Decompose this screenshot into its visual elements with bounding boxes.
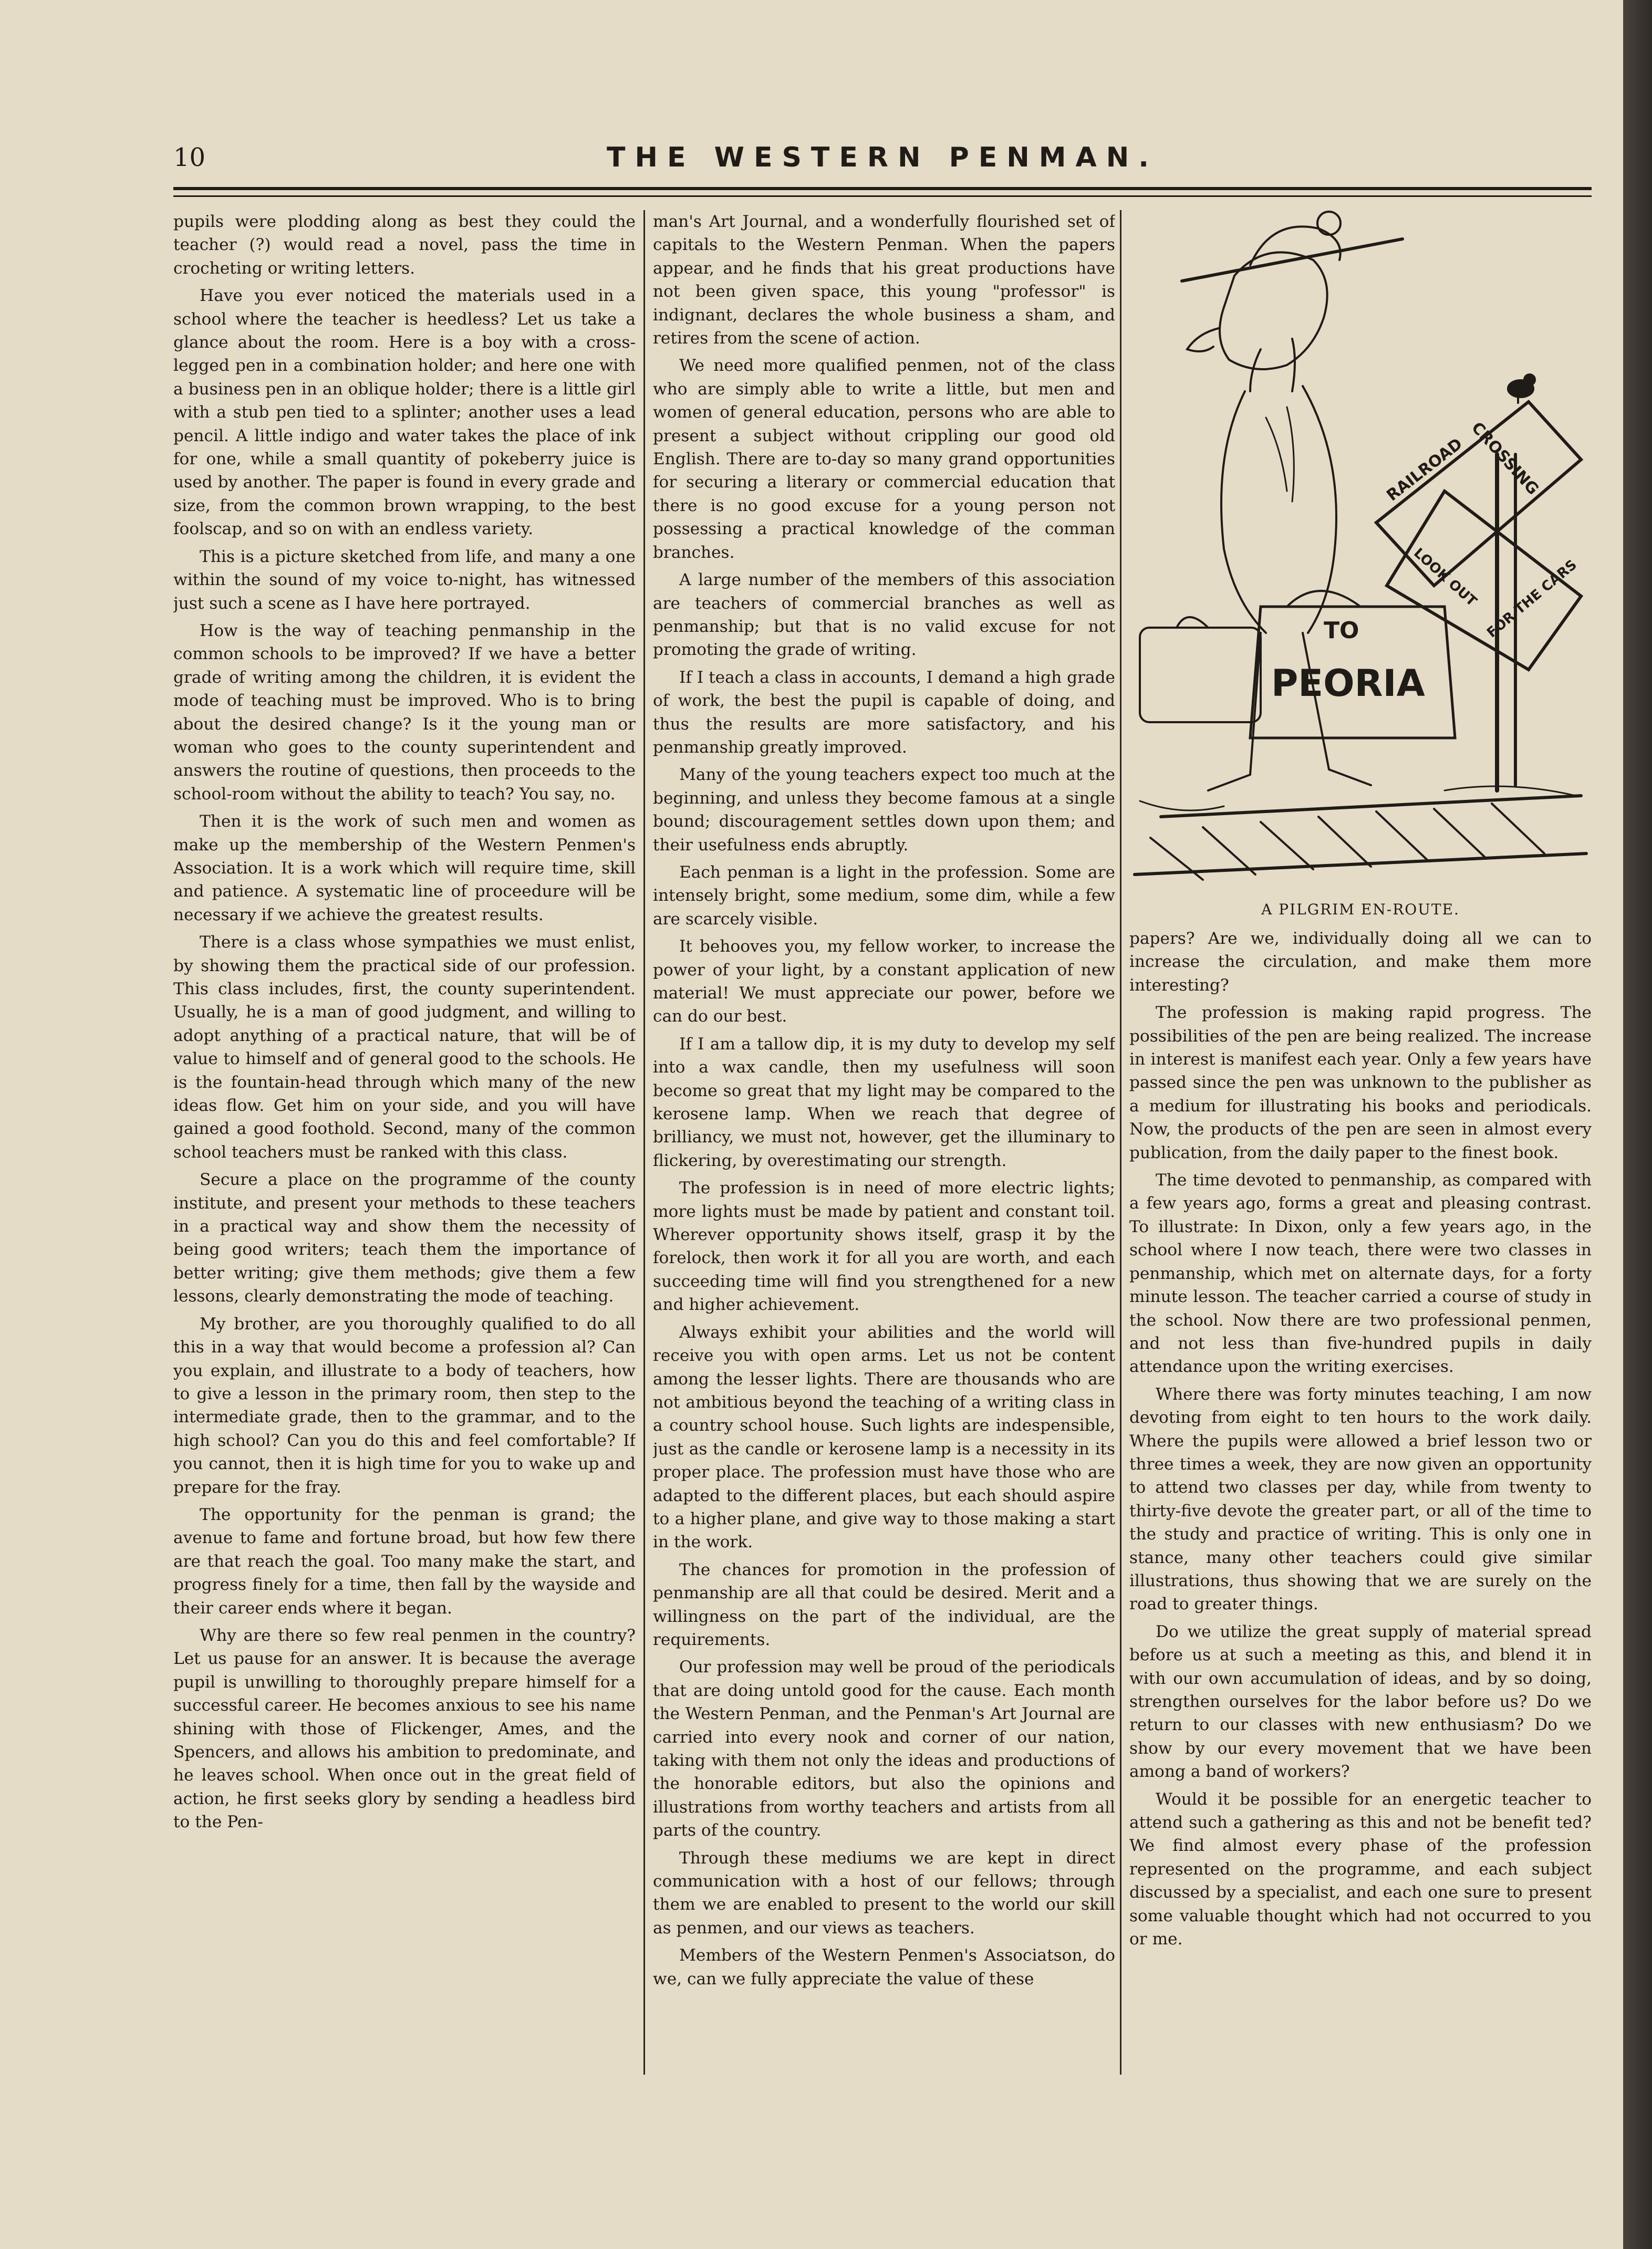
paragraph: Have you ever noticed the materials used in a school where the teacher is heedless? Let us take a glance about the room. Here is a boy with a cross-legged pen in a combination holder; and here one with a business pen in an oblique holder; there is a little girl with a stub pen tied to a splinter; another uses a lead pencil. A little indigo and water takes the place of ink for one, while a small quantity of pokeberry juice is used by another. The paper is found in every grade and size, from the common brown wrapping, to the best foolscap, and so on with an endless variety. (173, 286, 636, 539)
paragraph: The opportunity for the penman is grand; the avenue to fame and fortune broad, but how few there are that reach the goal. Too many make the start, and progress finely for a time, then fall by the wayside and their career ends where it began. (173, 1505, 636, 1618)
paragraph: The profession is making rapid progress. The possibilities of the pen are being realized. The increase in interest is manifest each year. Only a few years have passed since the pen was unknown to the publisher as a medium for illustrating his books and periodicals. Now, the products of the pen are seen in almost every publication, from the daily paper to the finest book. (1129, 1003, 1592, 1162)
paragraph: man's Art Journal, and a wonderfully flourished set of capitals to the Western Penman. When the papers appear, and he finds that his great productions have not been given space, this young "professor" is indignant, declares the whole business a sham, and retires from the scene of action. (653, 212, 1115, 348)
column-rule (643, 210, 645, 2075)
paragraph: Our profession may well be proud of the periodicals that are doing untold good for the cause. Each month the Western Penman, and the Penman's Art Journal are carried into every nook and corner of our nation, taking with them not only the ideas and productions of the honorable editors, but also the opinions and illustrations from worthy teachers and artists from all parts of the country. (653, 1658, 1115, 1840)
bag-label-to: TO (1324, 617, 1359, 644)
text-column-1 (173, 210, 636, 2085)
paragraph: If I am a tallow dip, it is my duty to develop my self into a wax candle, then my usefulness will soon become so great that my light may be compared to the kerosene lamp. When we reach that degree of brilliancy, we must not, however, get the illuminary to flickering, by overestimating our strength. (653, 1034, 1115, 1170)
paragraph: This is a picture sketched from life, and many a one within the sound of my voice to-night, has witnessed just such a scene as I have here portrayed. (173, 547, 636, 613)
paragraph: If I teach a class in accounts, I demand a high grade of work, the best the pupil is capable of doing, and thus the results are more satisfactory, and his penmanship greatly improved. (653, 668, 1115, 757)
paragraph: Where there was forty minutes teaching, I am now devoting from eight to ten hours to the work daily. Where the pupils were allowed a brief lesson two or three times a week, they are now given an opportunity to attend two classes per day, while from twenty to thirty-five devote the greater part, or all of the time to the study and practice of writing. This is only one in stance, many other teachers could give similar illustrations, thus showing that we are surely on the road to greater things. (1129, 1384, 1592, 1614)
sign-word-look-out: LOOK OUT (1410, 545, 1480, 610)
text-column-2 (653, 210, 1115, 2085)
paragraph: Do we utilize the great supply of material spread before us at such a meeting as this, and blend it in with our own accumulation of ideas, and by so doing, strengthen ourselves for the labor before us? Do we return to our classes with new enthusiasm? Do we show by our every movement that we have been among a band of workers? (1129, 1622, 1592, 1782)
paragraph: How is the way of teaching penmanship in the common schools to be improved? If we have a better grade of writing among the children, it is evident the mode of teaching must be improved. Who is to bring about the desired change? Is it the young man or woman who goes to the county superintendent and answers the routine of questions, then proceeds to the school-room without the ability to teach? You say, no. (173, 621, 636, 804)
paragraph: The time devoted to penmanship, as compared with a few years ago, forms a great and pleasing contrast. To illustrate: In Dixon, only a few years ago, in the school where I now teach, there were two classes in penmanship, which met on alternate days, for a forty minute lesson. The teacher carried a course of study in the school. Now there are two professional penmen, and not less than five-hundred pupils in daily attendance upon the writing exercises. (1129, 1171, 1592, 1377)
sign-word-for-the-cars: FOR THE CARS (1484, 557, 1580, 641)
text-column-3 (1129, 927, 1592, 2085)
paragraph: It behooves you, my fellow worker, to increase the power of your light, by a constant application of new material! We must appreciate our power, before we can do our best. (653, 937, 1115, 1026)
page-header (173, 142, 1592, 173)
pilgrim-cartoon-illustration (1129, 207, 1592, 893)
page-edge (1623, 0, 1652, 2249)
paragraph: Always exhibit your abilities and the world will receive you with open arms. Let us not be content among the lesser lights. There are thousands who are not ambitious beyond the teaching of a writing class in a country school house. Such lights are indespensible, just as the candle or kerosene lamp is a necessity in its proper place. The profession must have those who are adapted to the different places, but each should aspire to a higher plane, and give way to those making a start in the work. (653, 1323, 1115, 1552)
paragraph: Each penman is a light in the profession. Some are intensely bright, some medium, some dim, while a few are scarcely visible. (653, 862, 1115, 929)
paragraph: Many of the young teachers expect too much at the beginning, and unless they become famous at a single bound; discouragement settles down upon them; and their usefulness ends abruptly. (653, 765, 1115, 855)
paragraph: Through these mediums we are kept in direct communication with a host of our fellows; through them we are enabled to present to the world our skill as penmen, and our views as teachers. (653, 1848, 1115, 1938)
paragraph: Why are there so few real penmen in the country? Let us pause for an answer. It is because the average pupil is unwilling to thoroughly prepare himself for a successful career. He becomes anxious to see his name shining with those of Flickenger, Ames, and the Spencers, and allows his ambition to predominate, and he leaves school. When once out in the great field of action, he first seeks glory by sending a headless bird to the Pen- (173, 1626, 636, 1832)
sign-word-crossing: CROSSING (1468, 418, 1543, 499)
paragraph: Then it is the work of such men and women as make up the membership of the Western Penmen's Association. It is a work which will require time, skill and patience. A systematic line of proceedure will be necessary if we achieve the greatest results. (173, 812, 636, 924)
sign-word-railroad: RAILROAD (1383, 434, 1466, 505)
paragraph: Members of the Western Penmen's Associatson, do we, can we fully appreciate the value of these (653, 1946, 1115, 1988)
illustration-caption: A PILGRIM EN-ROUTE. (1261, 901, 1460, 918)
masthead-title: THE WESTERN PENMAN. (606, 142, 1159, 173)
paragraph: pupils were plodding along as best they could the teacher (?) would read a novel, pass the time in crocheting or writing letters. (173, 212, 636, 278)
paragraph: The profession is in need of more electric lights; more lights must be made by patient and constant toil. Wherever opportunity shows itself, grasp it by the forelock, then work it for all you are worth, and each succeeding time will find you strengthened for a new and higher achievement. (653, 1179, 1115, 1315)
paragraph: My brother, are you thoroughly qualified to do all this in a way that would become a profession al? Can you explain, and illustrate to a body of teachers, how to give a lesson in the primary room, then step to the intermediate grade, then to the grammar, and to the high school? Can you do this and feel comfortable? If you cannot, then it is high time for you to wake up and prepare for the fray. (173, 1314, 636, 1497)
paragraph: There is a class whose sympathies we must enlist, by showing them the practical side of our profession. This class includes, first, the county superintendent. Usually, he is a man of good judgment, and willing to adopt anything of a practical nature, that will be of value to himself and of general good to the schools. He is the fountain-head through which many of the new ideas flow. Get him on your side, and you will have gained a good foothold. Second, many of the common school teachers must be ranked with this class. (173, 933, 636, 1162)
paragraph: A large number of the members of this association are teachers of commercial branches as well as penmanship; but that is no valid excuse for not promoting the grade of writing. (653, 570, 1115, 660)
paragraph: The chances for promotion in the profession of penmanship are all that could be desired. Merit and a willingness on the part of the individual, are the requirements. (653, 1560, 1115, 1649)
bag-label-peoria: PEORIA (1271, 662, 1425, 705)
paragraph: Secure a place on the programme of the county institute, and present your methods to these teachers in a practical way and show them the necessity of being good writers; teach them the importance of better writing; give them methods; give them a few lessons, clearly demonstrating the mode of teaching. (173, 1170, 636, 1306)
column-rule (1120, 210, 1121, 2075)
paragraph: Would it be possible for an energetic teacher to attend such a gathering as this and not be benefit ted? We find almost every phase of the profession represented on the programme, and each subject discussed by a specialist, and each one sure to present some valuable thought which had not occurred to you or me. (1129, 1789, 1592, 1949)
header-rule-thin (173, 195, 1592, 197)
paragraph: We need more qualified penmen, not of the class who are simply able to write a little, but men and women of general education, persons who are able to present a subject without crippling our good old English. There are to-day so many grand opportunities for securing a literary or commercial education that there is no good excuse for a young person not possessing a practical knowledge of the comman branches. (653, 356, 1115, 562)
paragraph: papers? Are we, individually doing all we can to increase the circulation, and make them more interesting? (1129, 929, 1592, 995)
header-rule (173, 187, 1592, 190)
page-number: 10 (173, 143, 206, 172)
